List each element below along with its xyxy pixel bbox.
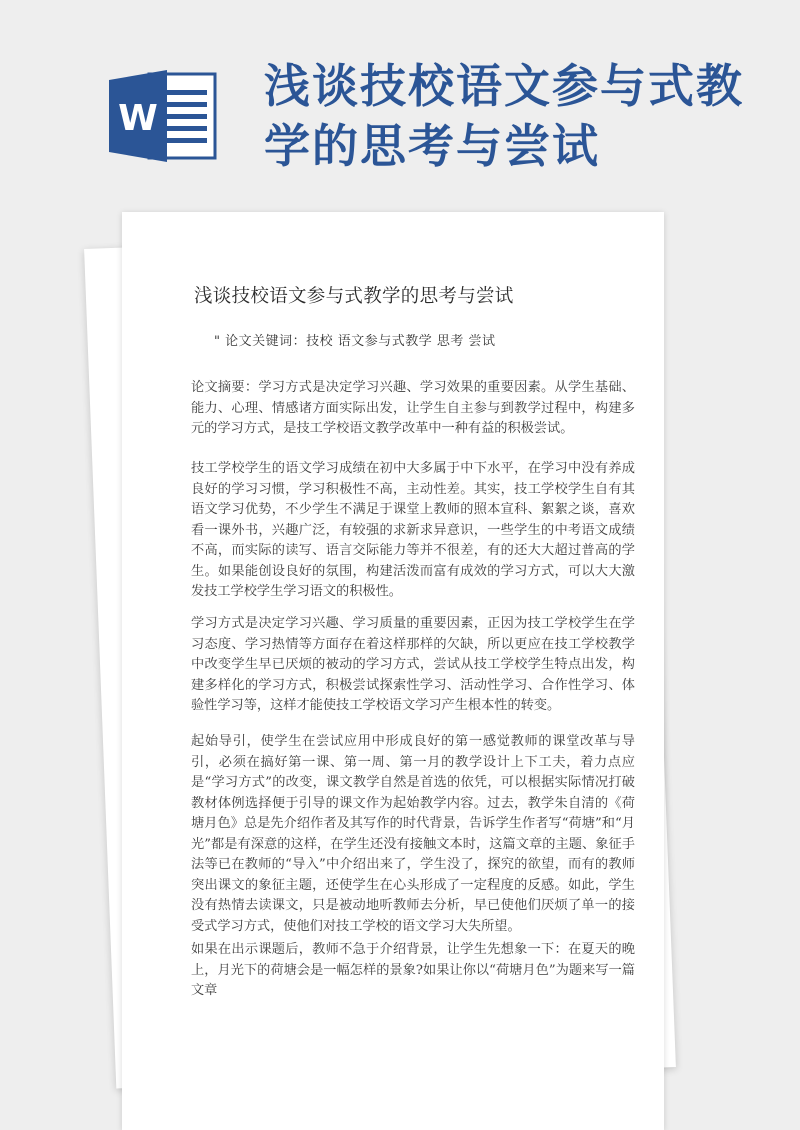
document-keywords: " 论文关键词：技校 语文参与式教学 思考 尝试 <box>214 334 496 349</box>
paragraph-1: 技工学校学生的语文学习成绩在初中大多属于中下水平，在学习中没有养成良好的学习习惯，学习积极性不高，主动性差。其实，技工学校学生自有其语文学习优势，不少学生不满足于课堂上教师的照本宣科、絮絮之谈，喜欢看一课外书，兴趣广泛，有较强的求新求异意识，一些学生的中考语文成绩不高，而实际的读写、语言交际能力等并不很差，有的还大大超过普高的学生。如果能创设良好的氛围，构建活泼而富有成效的学习方式，可以大大激发技工学校学生学习语文的积极性。 <box>191 461 635 599</box>
word-icon-letter: W <box>118 98 158 139</box>
banner-title: 浅谈技校语文参与式教学的思考与尝试 <box>264 59 744 173</box>
paragraph-4: 如果在出示课题后，教师不急于介绍背景，让学生先想象一下：在夏天的晚上，月光下的荷塘会是一幅怎样的景象?如果让你以“荷塘月色”为题来写一篇文章 <box>191 942 635 998</box>
document-title: 浅谈技校语文参与式教学的思考与尝试 <box>194 286 514 307</box>
banner <box>0 0 800 200</box>
word-document-icon <box>105 66 225 166</box>
paragraph-3: 起始导引，使学生在尝试应用中形成良好的第一感觉教师的课堂改革与导引，必须在搞好第一课、第一周、第一月的教学设计上下工夫，着力点应是“学习方式”的改变，课文教学自然是首选的依凭，可以根据实际情况打破教材体例选择便于引导的课文作为起始教学内容。过去，教学朱自清的《荷塘月色》总是先介绍作者及其写作的时代背景，告诉学生作者写“荷塘”和“月光”都是有深意的这样，在学生还没有接触文本时，这篇文章的主题、象征手法等已在教师的“导入”中介绍出来了，学生没了，探究的欲望，而有的教师突出课文的象征主题，还使学生在心头形成了一定程度的反感。如此，学生没有热情去读课文，只是被动地听教师去分析，早已使他们厌烦了单一的接受式学习方式，使他们对技工学校的语文学习大失所望。 <box>191 734 635 934</box>
paragraph-abstract: 论文摘要：学习方式是决定学习兴趣、学习效果的重要因素。从学生基础、能力、心理、情感诸方面实际出发，让学生自主参与到教学过程中，构建多元的学习方式，是技工学校语文教学改革中一种有益的积极尝试。 <box>191 380 635 436</box>
paragraph-2: 学习方式是决定学习兴趣、学习质量的重要因素，正因为技工学校学生在学习态度、学习热情等方面存在着这样那样的欠缺，所以更应在技工学校教学中改变学生早已厌烦的被动的学习方式，尝试从技工学校学生特点出发，构建多样化的学习方式，积极尝试探索性学习、活动性学习、合作性学习、体验性学习等，这样才能使技工学校语文学习产生根本性的转变。 <box>191 616 635 713</box>
